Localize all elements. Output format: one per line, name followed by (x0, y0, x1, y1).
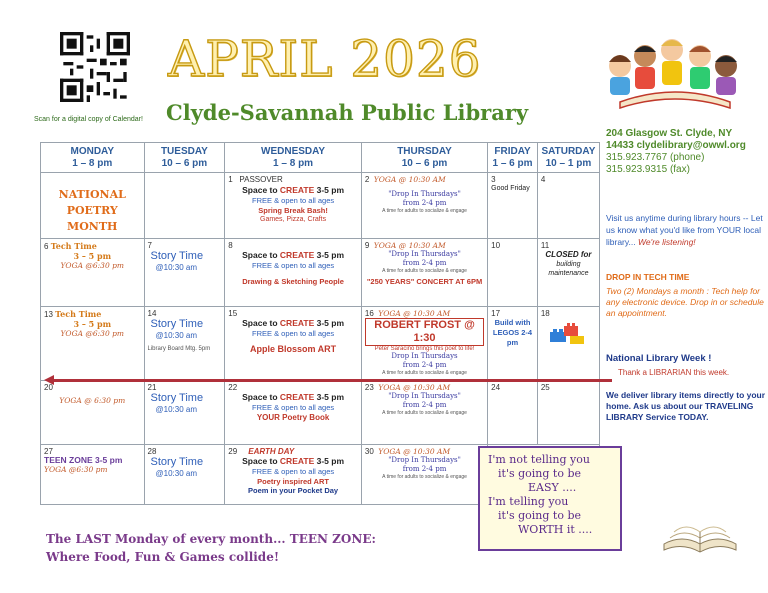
day-cell-2[interactable]: 2 YOGA @ 10:30 AM "Drop In Thursdays" from 2-4 pm A time for adults to socialize & engage (361, 173, 487, 239)
drop-in-tech-heading: DROP IN TECH TIME (606, 272, 690, 282)
day-cell-29[interactable]: 29 EARTH DAY Space to CREATE 3-5 pm FREE & open to all ages Poetry inspired ART Poem in your Pocket Day (225, 445, 362, 505)
library-week-arrow (52, 379, 612, 382)
weekday-header: TUESDAY 10 – 6 pm (144, 143, 225, 173)
day-cell-15[interactable]: 15 Space to CREATE 3-5 pm FREE & open to all ages Apple Blossom ART (225, 307, 362, 381)
day-cell-9[interactable]: 9 YOGA @ 10:30 AM "Drop In Thursdays" from 2-4 pm A time for adults to socialize & engage "250 YEARS" CONCERT AT 6PM (361, 239, 487, 307)
day-cell-27[interactable]: 27 TEEN ZONE 3-5 pm YOGA @6:30 pm (41, 445, 145, 505)
qr-caption: Scan for a digital copy of Calendar! (34, 116, 143, 123)
lego-bricks-icon (548, 318, 588, 346)
day-cell-empty (144, 173, 225, 239)
day-cell-14[interactable]: 14 Story Time @10:30 am Library Board Mtg. 5pm (144, 307, 225, 381)
week-row (41, 381, 600, 445)
qr-code[interactable] (60, 32, 130, 102)
week-row (41, 239, 600, 307)
day-cell-16[interactable]: 16 YOGA @ 10:30 AM ROBERT FROST @ 1:30 Peter Saracino brings this poet to life! Drop In Thursdays from 2-4 pm A time for adults to socialize & engage (361, 307, 487, 381)
weekday-header-row (41, 143, 600, 173)
day-cell-22[interactable]: 22 Space to CREATE 3-5 pm FREE & open to all ages YOUR Poetry Book (225, 381, 362, 445)
day-cell-10[interactable]: 10 (488, 239, 538, 307)
day-cell-3[interactable]: 3 Good Friday (488, 173, 538, 239)
day-cell-18[interactable]: 18 (537, 307, 599, 381)
day-cell-6[interactable]: 6 Tech Time 3 – 5 pm YOGA @6:30 pm (41, 239, 145, 307)
day-cell-4[interactable]: 4 (537, 173, 599, 239)
week-row (41, 307, 600, 381)
library-name: Clyde-Savannah Public Library (166, 100, 529, 125)
day-cell-28[interactable]: 28 Story Time @10:30 am (144, 445, 225, 505)
teen-zone-footer: The LAST Monday of every month... TEEN ZONE: Where Food, Fun & Games collide! (46, 532, 376, 564)
open-book-icon (660, 508, 740, 556)
day-cell-24[interactable]: 24 (488, 381, 538, 445)
day-cell-1[interactable]: 1 PASSOVER Space to CREATE 3-5 pm FREE & open to all ages Spring Break Bash! Games, Pizza, Crafts (225, 173, 362, 239)
thank-librarian: Thank a LIBRARIAN this week. (618, 368, 730, 377)
weekday-header: THURSDAY 10 – 6 pm (361, 143, 487, 173)
week-row (41, 173, 600, 239)
day-cell-25[interactable]: 25 (537, 381, 599, 445)
weekday-header: MONDAY 1 – 8 pm (41, 143, 145, 173)
day-cell-13[interactable]: 13 Tech Time 3 – 5 pm YOGA @6:30 pm (41, 307, 145, 381)
day-cell-national-poetry: NATIONAL POETRY MONTH (41, 173, 145, 239)
weekday-header: FRIDAY 1 – 6 pm (488, 143, 538, 173)
day-cell-11[interactable]: 11 CLOSED for building maintenance (537, 239, 599, 307)
page-title: APRIL 2026 (168, 30, 482, 88)
kids-reading-illustration (600, 32, 750, 112)
weekday-header: WEDNESDAY 1 – 8 pm (225, 143, 362, 173)
motivational-quote: I'm not telling you it's going to be EASY .... I'm telling you it's going to be WORTH it .... (478, 446, 622, 551)
day-cell-23[interactable]: 23 YOGA @ 10:30 AM "Drop In Thursdays" from 2-4 pm A time for adults to socialize & engage (361, 381, 487, 445)
day-cell-8[interactable]: 8 Space to CREATE 3-5 pm FREE & open to all ages Drawing & Sketching People (225, 239, 362, 307)
weekday-header: SATURDAY 10 – 1 pm (537, 143, 599, 173)
national-library-week: National Library Week ! (606, 353, 712, 364)
day-cell-20[interactable]: 20 YOGA @ 6:30 pm (41, 381, 145, 445)
day-cell-7[interactable]: 7 Story Time @10:30 am (144, 239, 225, 307)
day-cell-17[interactable]: 17 Build with LEGOS 2-4 pm (488, 307, 538, 381)
delivery-note: We deliver library items directly to your home. Ask us about our TRAVELING LIBRARY Service TODAY. (606, 390, 766, 422)
drop-in-tech-note: Two (2) Mondays a month : Tech help for any electronic device. Drop in or schedule an appointment. (606, 286, 764, 318)
visit-note: Visit us anytime during library hours -- Let us know what you'd like from YOUR local library... We're listening! (606, 213, 763, 247)
day-cell-21[interactable]: 21 Story Time @10:30 am (144, 381, 225, 445)
library-address: 204 Glasgow St. Clyde, NY 14433 clydelibrary@owwl.org 315.923.7767 (phone) 315.923.9315 (fax) (606, 128, 746, 175)
day-cell-30[interactable]: 30 YOGA @ 10:30 AM "Drop In Thursdays" from 2-4 pm A time for adults to socialize & engage (361, 445, 487, 505)
